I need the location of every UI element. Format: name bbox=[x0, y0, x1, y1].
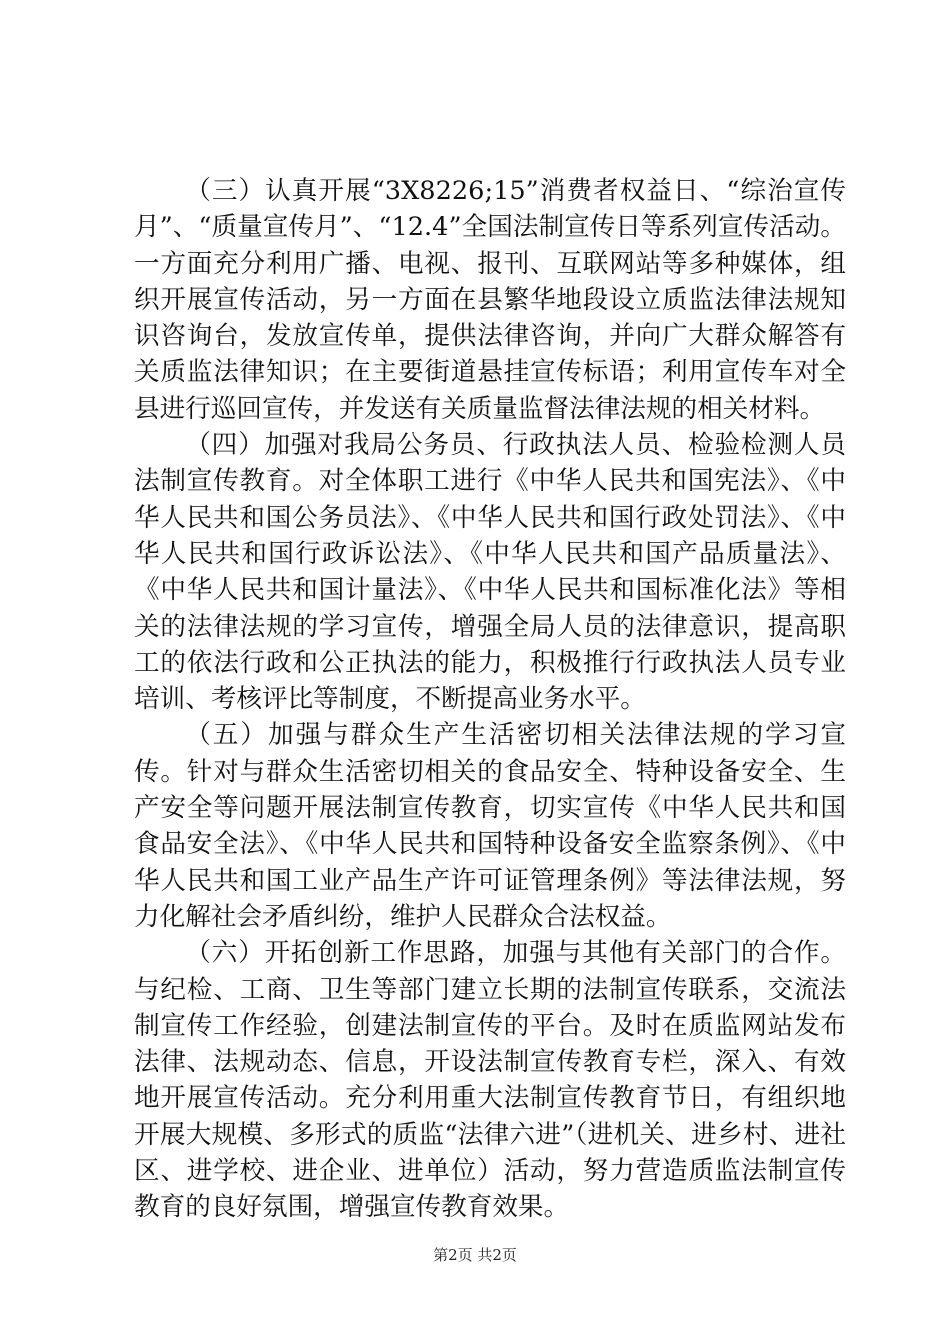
document-body bbox=[134, 173, 846, 1226]
paragraph-3: （三）认真开展“3X8226;15”消费者权益日、“综治宣传月”、“质量宣传月”、“12.4”全国法制宣传日等系列宣传活动。一方面充分利用广播、电视、报刊、互联网站等多种媒体，组织开展宣传活动，另一方面在县繁华地段设立质监法律法规知识咨询台，发放宣传单，提供法律咨询，并向广大群众解答有关质监法律知识；在主要街道悬挂宣传标语；利用宣传车对全县进行巡回宣传，并发送有关质量监督法律法规的相关材料。 bbox=[134, 176, 846, 424]
paragraph-4: （四）加强对我局公务员、行政执法人员、检验检测人员法制宣传教育。对全体职工进行《中华人民共和国宪法》、《中华人民共和国公务员法》、《中华人民共和国行政处罚法》、《中华人民共和国行政诉讼法》、《中华人民共和国产品质量法》、《中华人民共和国计量法》、《中华人民共和国标准化法》等相关的法律法规的学习宣传，增强全局人员的法律意识，提高职工的依法行政和公正执法的能力，积极推行行政执法人员专业培训、考核评比等制度，不断提高业务水平。 bbox=[134, 430, 846, 715]
paragraph-6: （六）开拓创新工作思路，加强与其他有关部门的合作。与纪检、工商、卫生等部门建立长期的法制宣传联系，交流法制宣传工作经验，创建法制宣传的平台。及时在质监网站发布法律、法规动态、信息，开设法制宣传教育专栏，深入、有效地开展宣传活动。充分利用重大法制宣传教育节日，有组织地开展大规模、多形式的质监“法律六进”（进机关、进乡村、进社区、进学校、进企业、进单位）活动，努力营造质监法制宣传教育的良好氛围，增强宣传教育效果。 bbox=[134, 938, 846, 1223]
paragraph-5: （五）加强与群众生产生活密切相关法律法规的学习宣传。针对与群众生活密切相关的食品安全、特种设备安全、生产安全等问题开展法制宣传教育，切实宣传《中华人民共和国食品安全法》、《中华人民共和国特种设备安全监察条例》、《中华人民共和国工业产品生产许可证管理条例》等法律法规，努力化解社会矛盾纠纷，维护人民群众合法权益。 bbox=[134, 720, 846, 932]
page-footer: 第2页 共2页 bbox=[433, 1246, 517, 1264]
